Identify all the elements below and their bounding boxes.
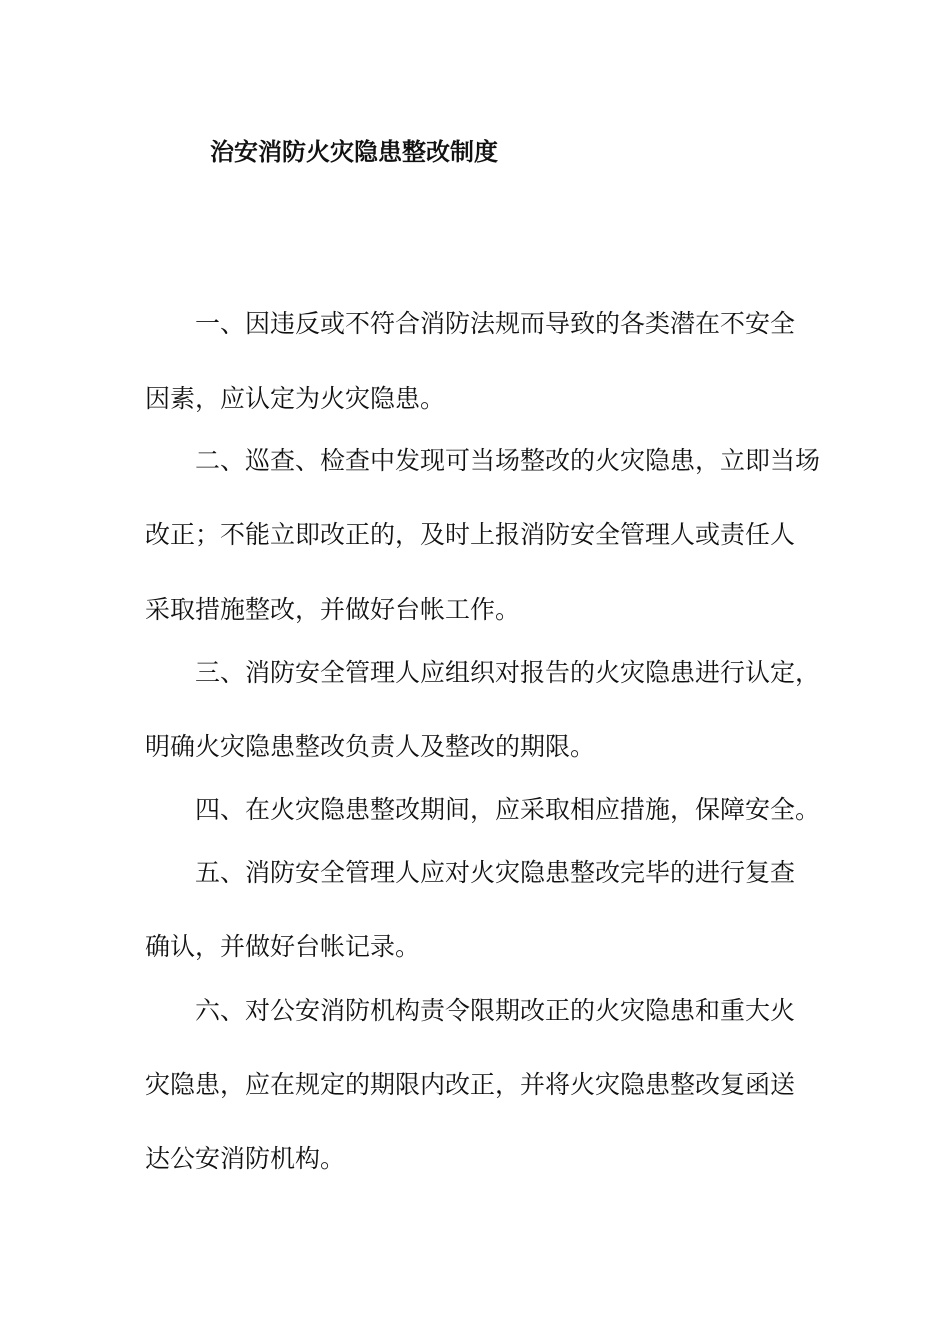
paragraph-3-line-1: 三、消防安全管理人应组织对报告的火灾隐患进行认定， (195, 658, 821, 687)
paragraph-3-line-2: 明确火灾隐患整改负责人及整改的期限。 (145, 732, 596, 761)
paragraph-1-line-2: 因素，应认定为火灾隐患。 (145, 384, 446, 413)
paragraph-2-line-3: 采取措施整改，并做好台帐工作。 (145, 595, 521, 624)
paragraph-6-line-1: 六、对公安消防机构责令限期改正的火灾隐患和重大火 (195, 996, 796, 1025)
paragraph-2-line-2: 改正；不能立即改正的，及时上报消防安全管理人或责任人 (145, 520, 796, 549)
paragraph-4-line-1: 四、在火灾隐患整改期间，应采取相应措施，保障安全。 (195, 795, 821, 824)
paragraph-6-line-2: 灾隐患，应在规定的期限内改正，并将火灾隐患整改复函送 (145, 1070, 796, 1099)
paragraph-1-line-1: 一、因违反或不符合消防法规而导致的各类潜在不安全 (195, 309, 796, 338)
paragraph-5-line-1: 五、消防安全管理人应对火灾隐患整改完毕的进行复查 (195, 858, 796, 887)
paragraph-6-line-3: 达公安消防机构。 (145, 1144, 346, 1173)
paragraph-2-line-1: 二、巡查、检查中发现可当场整改的火灾隐患，立即当场 (195, 446, 821, 475)
paragraph-5-line-2: 确认，并做好台帐记录。 (145, 932, 421, 961)
document-title: 治安消防火灾隐患整改制度 (210, 138, 498, 166)
